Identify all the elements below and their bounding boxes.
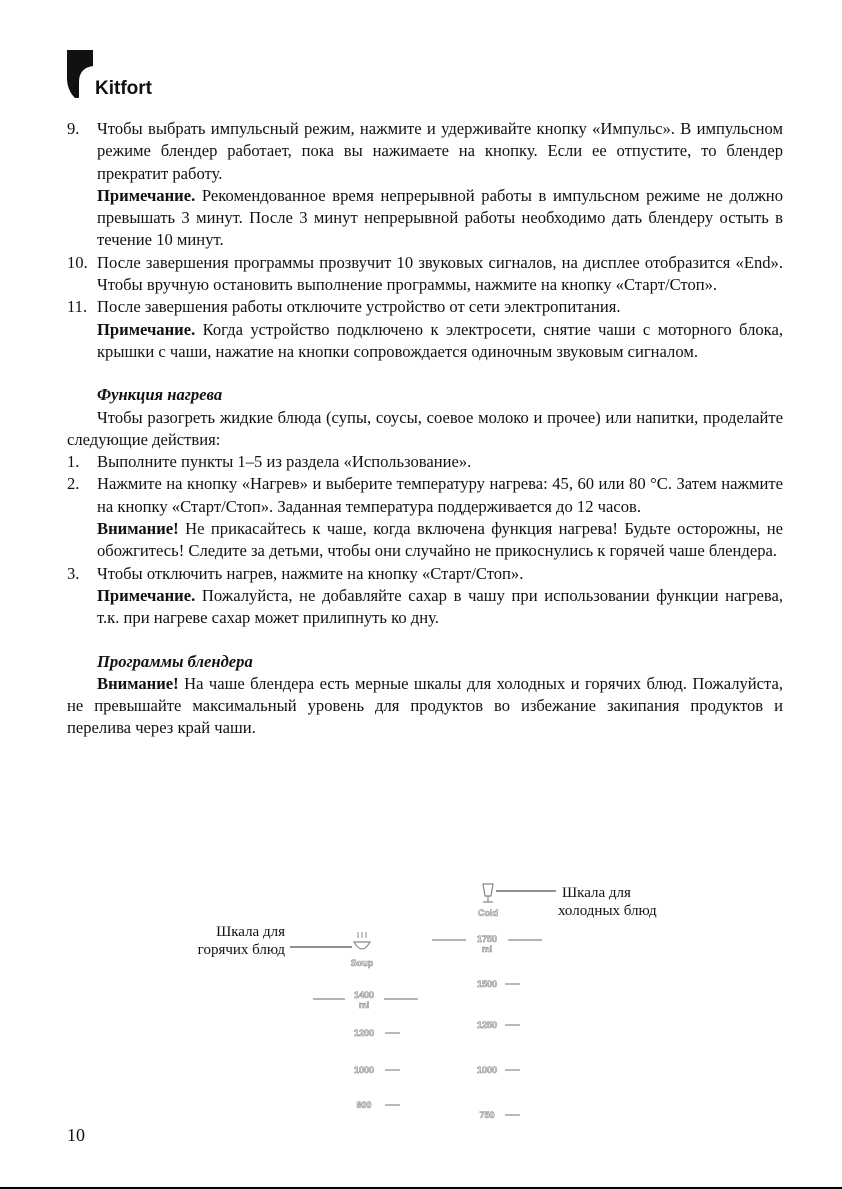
list-item [67,451,783,473]
list-item [67,118,783,185]
item-number: 1. [67,452,80,472]
cold-tick: 1250 [476,1020,498,1030]
warning-text: На чаше блендера есть мерные шкалы для холодных и горячих блюд. Пожалуйста, не превышайте максимальный уровень для продуктов во избежание закипания продуктов и перелива через край чаши. [67,673,783,738]
warning-label: Внимание! [97,673,179,693]
measuring-scale-figure [0,860,842,1130]
cold-drink-icon [483,884,493,902]
hot-tick: 1000 [353,1065,375,1075]
item-text: После завершения работы отключите устройство от сети электропитания. [97,297,621,317]
warning-label: Внимание! [97,519,179,539]
hot-tick: 800 [356,1100,372,1110]
cold-tick: 1000 [476,1065,498,1075]
hot-scale [313,990,418,1110]
cold-tick-max: 1750 [476,934,498,944]
item-text: Нажмите на кнопку «Нагрев» и выберите температуру нагрева: 45, 60 или 80 °C. Затем нажмите на кнопку «Старт/Стоп». Заданная температура поддерживается до 12 часов. [97,474,783,516]
item-text: Выполните пункты 1–5 из раздела «Использование». [97,452,472,472]
list-item [67,563,783,585]
item-text: Чтобы отключить нагрев, нажмите на кнопку «Старт/Стоп». [97,563,524,583]
note-text: Рекомендованное время непрерывной работы в импульсном режиме не должно превышать 3 минут. После 3 минут непрерывной работы необходимо дать блендеру остыть в течение 10 минут. [97,185,783,250]
note-label: Примечание. [97,585,196,605]
warning [67,518,783,563]
cold-tick: 750 [479,1110,495,1120]
item-number: 10. [67,252,88,272]
cold-scale [432,934,542,1120]
kitfort-logo-icon [67,50,93,98]
section-intro: Чтобы разогреть жидкие блюда (супы, соусы, соевое молоко и прочее) или напитки, проделайте следующие действия: [67,407,783,449]
note [67,185,783,252]
cold-scale-label-line2: холодных блюд [558,903,657,919]
hot-scale-label-line2: горячих блюд [197,942,285,958]
list-item [67,252,783,297]
hot-tick: 1200 [353,1028,375,1038]
warning-text: Не прикасайтесь к чаше, когда включена функция нагрева! Будьте осторожны, не обожгитесь! Следите за детьми, чтобы они случайно не прикоснулись к горячей чаше блендера. [97,519,783,561]
item-number: 9. [67,119,80,138]
list-item [67,473,783,518]
item-number: 11. [67,297,88,317]
hot-scale-label-line1: Шкала для [216,924,285,940]
item-text: После завершения программы прозвучит 10 звуковых сигналов, на дисплее отобразится «End». Чтобы вручную остановить выполнение программы, нажмите на кнопку «Старт/Стоп». [97,252,783,295]
list-item [67,296,783,318]
soup-bowl-icon [354,932,370,949]
cold-tick-unit: ml [481,944,493,954]
item-text: Чтобы выбрать импульсный режим, нажмите и удерживайте кнопку «Импульс». В импульсном режиме блендер работает, пока вы нажимаете на кнопку. Если ее отпустите, то блендер прекратит работу. [97,119,783,183]
section-heading-programs: Программы блендера [97,651,253,671]
note-label: Примечание. [97,319,196,339]
soup-label: Soup [350,958,374,968]
note-label: Примечание. [97,185,196,205]
item-number: 2. [67,474,80,494]
warning [67,673,783,740]
cold-scale-label-line1: Шкала для [562,885,631,901]
cold-label: Cold [478,908,498,918]
note-text: Пожалуйста, не добавляйте сахар в чашу при использовании функции нагрева, т.к. при нагреве сахар может прилипнуть ко дну. [97,585,783,628]
brand-name: Kitfort [95,78,152,99]
page-content [67,118,783,740]
hot-tick-unit: ml [358,1000,370,1010]
item-number: 3. [67,563,80,583]
note [67,319,783,364]
note [67,585,783,630]
cold-tick: 1500 [476,979,498,989]
section-heading-heating: Функция нагрева [97,385,223,405]
page-number: 10 [67,1125,85,1145]
hot-tick-max: 1400 [353,990,375,1000]
note-text: Когда устройство подключено к электросети, снятие чаши с моторного блока, крышки с чаши, нажатие на кнопки сопровождается одиночным звуковым сигналом. [97,319,783,361]
